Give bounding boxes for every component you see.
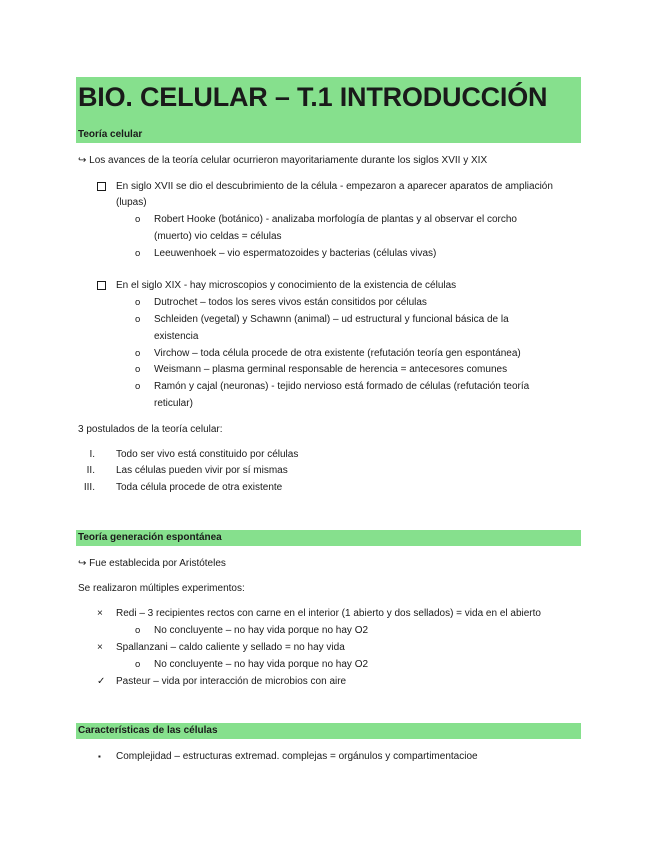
experiment-item: Pasteur – vida por interacción de microbios con aire (116, 676, 347, 687)
circle-bullet-icon: o (135, 659, 141, 670)
roman-numeral: I. (89, 449, 95, 460)
checkbox-icon (97, 182, 106, 191)
postulate-item: Todo ser vivo está constituido por células (116, 449, 299, 460)
sub-item: Leeuwenhoek – vio espermatozoides y bacterias (células vivas) (154, 248, 437, 259)
arrow-line: ↪ Los avances de la teoría celular ocurrieron mayoritariamente durante los siglos XVII y XIX (78, 155, 488, 166)
circle-bullet-icon: o (135, 625, 141, 636)
characteristic-item: Complejidad – estructuras extremad. complejas = orgánulos y compartimentacioe (116, 751, 478, 762)
experiments-intro: Se realizaron múltiples experimentos: (78, 583, 245, 594)
block-line: (lupas) (116, 197, 147, 208)
section-heading-caracteristicas: Características de las células (78, 725, 218, 736)
section-heading-band (76, 723, 581, 739)
sub-item: (muerto) vio celdas = células (154, 231, 282, 242)
section-heading-teoria-celular: Teoría celular (78, 129, 143, 140)
cross-mark-icon: × (97, 642, 103, 653)
roman-numeral: II. (86, 465, 95, 476)
postulate-item: Las células pueden vivir por sí mismas (116, 465, 288, 476)
postulate-item: Toda célula procede de otra existente (116, 482, 283, 493)
postulates-intro: 3 postulados de la teoría celular: (78, 424, 223, 435)
sub-item: Schleiden (vegetal) y Schawnn (animal) – ud estructural y funcional básica de la (154, 314, 509, 325)
block-line: En siglo XVII se dio el descubrimiento de la célula - empezaron a aparecer aparatos de ampliación (116, 181, 553, 192)
section-heading-band (76, 530, 581, 546)
roman-numeral: III. (83, 482, 95, 493)
check-mark-icon: ✓ (97, 676, 106, 687)
arrow-line: ↪ Fue establecida por Aristóteles (78, 558, 226, 569)
experiment-sub: No concluyente – no hay vida porque no hay O2 (154, 625, 369, 636)
experiment-item: Spallanzani – caldo caliente y sellado = no hay vida (116, 642, 345, 653)
sub-item: Weismann – plasma germinal responsable de herencia = antecesores comunes (154, 364, 508, 375)
sub-item: Dutrochet – todos los seres vivos están consitidos por células (154, 297, 427, 308)
circle-bullet-icon: o (135, 381, 141, 392)
sub-item: existencia (154, 331, 199, 342)
circle-bullet-icon: o (135, 248, 141, 259)
circle-bullet-icon: o (135, 348, 141, 359)
circle-bullet-icon: o (135, 314, 141, 325)
circle-bullet-icon: o (135, 364, 141, 375)
square-bullet-icon: ▪ (98, 752, 101, 761)
sub-item: Robert Hooke (botánico) - analizaba morfología de plantas y al observar el corcho (154, 214, 517, 225)
sub-item: Ramón y cajal (neuronas) - tejido nervioso está formado de células (refutación teoría (154, 381, 530, 392)
circle-bullet-icon: o (135, 297, 141, 308)
cross-mark-icon: × (97, 608, 103, 619)
sub-item: reticular) (154, 398, 193, 409)
sub-item: Virchow – toda célula procede de otra existente (refutación teoría gen espontánea) (154, 348, 521, 359)
experiment-item: Redi – 3 recipientes rectos con carne en el interior (1 abierto y dos sellados) = vida en el abierto (116, 608, 541, 619)
block-line: En el siglo XIX - hay microscopios y conocimiento de la existencia de células (116, 280, 457, 291)
checkbox-icon (97, 281, 106, 290)
page-title: BIO. CELULAR – T.1 INTRODUCCIÓN (78, 82, 548, 112)
experiment-sub: No concluyente – no hay vida porque no hay O2 (154, 659, 369, 670)
circle-bullet-icon: o (135, 214, 141, 225)
section-heading-generacion: Teoría generación espontánea (78, 532, 222, 543)
